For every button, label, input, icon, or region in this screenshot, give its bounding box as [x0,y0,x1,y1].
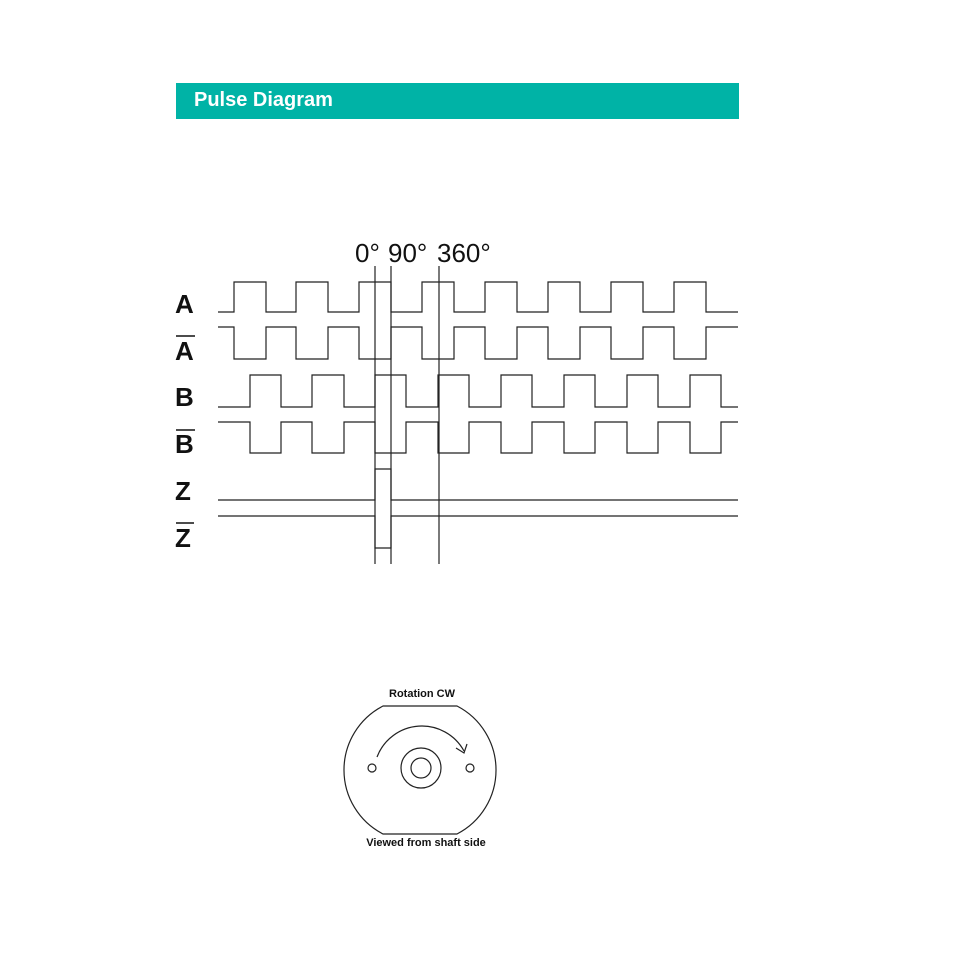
rotation-title: Rotation CW [389,688,455,700]
signal-label-b: B [175,382,194,412]
waveform-z [218,469,738,500]
phase-label-360: 360° [437,238,491,268]
signal-label-z-not: Z [175,523,191,553]
waveform-b [218,375,738,407]
phase-label-0: 0° [355,238,380,268]
waveform-a-not [218,327,738,359]
waveforms [218,282,738,548]
phase-marker-lines [375,266,439,564]
mounting-hole-right [466,764,474,772]
waveform-a [218,282,738,312]
rotation-arrow-icon [377,726,464,757]
shaft-outer-ring [401,748,441,788]
signal-label-a: A [175,289,194,319]
signal-label-a-not: A [175,336,194,366]
shaft-inner-ring [411,758,431,778]
signal-labels [175,289,195,553]
mounting-hole-left [368,764,376,772]
rotation-arrowhead-icon [456,744,467,753]
phase-label-90: 90° [388,238,428,268]
rotation-diagram [344,688,496,849]
waveform-z-not [218,516,738,548]
waveform-b-not [218,422,738,453]
section-title: Pulse Diagram [194,89,333,111]
signal-label-z: Z [175,476,191,506]
signal-label-b-not: B [175,429,194,459]
rotation-caption: Viewed from shaft side [366,837,486,849]
